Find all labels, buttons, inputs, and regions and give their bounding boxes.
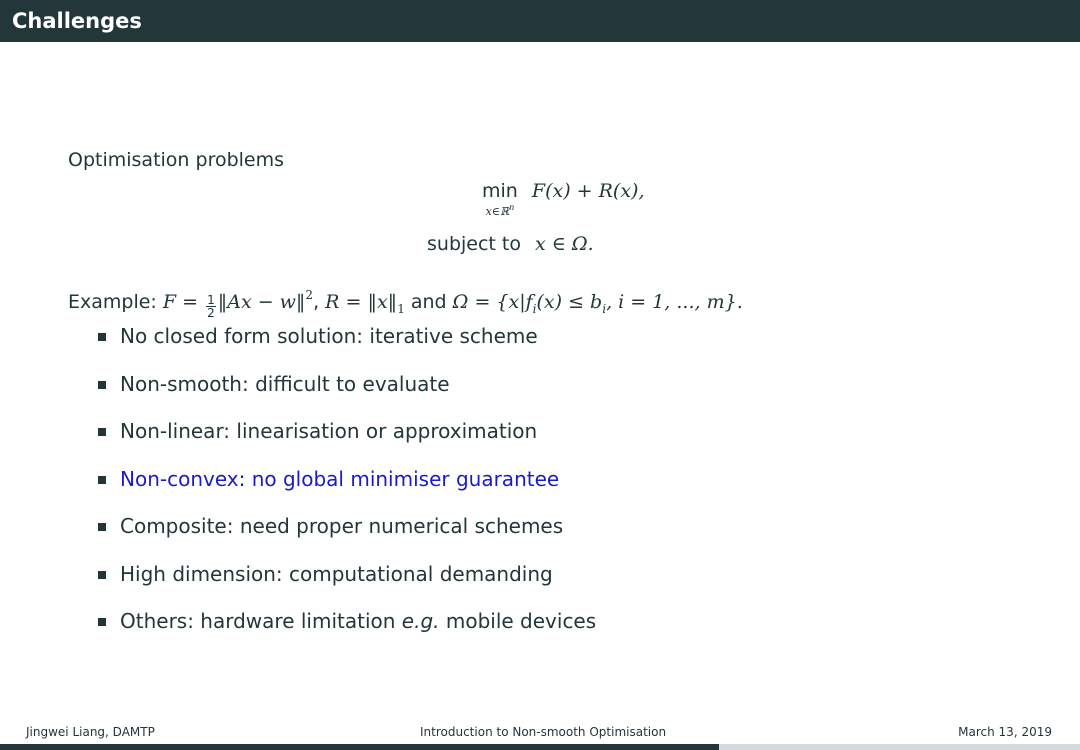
footer-talk-title: Introduction to Non-smooth Optimisation xyxy=(420,725,667,739)
square-bullet-icon xyxy=(98,523,106,531)
list-item xyxy=(98,607,596,655)
fraction-denominator: 2 xyxy=(207,306,215,320)
r-norm-subscript: 1 xyxy=(397,302,405,316)
example-line xyxy=(68,283,743,321)
min-operator: min xyxy=(482,180,518,202)
square-bullet-icon xyxy=(98,571,106,579)
f-norm: ‖Ax − w‖ xyxy=(217,291,306,313)
slide-progress-fill xyxy=(0,744,719,750)
list-item-highlighted xyxy=(98,465,596,513)
square-bullet-icon xyxy=(98,381,106,389)
list-item xyxy=(98,417,596,465)
list-item-text: No closed form solution: iterative scheme xyxy=(120,324,538,348)
eg-abbreviation: e.g. xyxy=(401,609,440,633)
objective-formula xyxy=(482,180,645,218)
min-subscript-power: n xyxy=(509,203,515,212)
list-item-text: Composite: need proper numerical schemes xyxy=(120,514,564,538)
f-norm-power: 2 xyxy=(305,288,314,302)
omega-subscript-i2: i xyxy=(602,302,607,316)
footer-date: March 13, 2019 xyxy=(958,725,1052,739)
slide-title: Challenges xyxy=(12,9,142,33)
list-item-text: Non-smooth: difficult to evaluate xyxy=(120,371,450,396)
list-item-text: Non-linear: linearisation or approximation xyxy=(120,419,538,443)
half-fraction xyxy=(206,294,216,319)
title-bar xyxy=(0,0,1080,42)
min-subscript: x∈ℝ xyxy=(485,205,510,218)
list-item-text: Non-convex: no global minimiser guarantee xyxy=(120,466,560,491)
fraction-numerator: 1 xyxy=(207,293,215,307)
challenge-list xyxy=(98,322,596,655)
list-item xyxy=(98,560,596,608)
omega-definition-b: (x) ≤ b xyxy=(536,291,603,313)
and-word: and xyxy=(410,291,447,313)
omega-subscript-i: i xyxy=(532,302,537,316)
example-label: Example: xyxy=(68,291,157,313)
square-bullet-icon xyxy=(98,428,106,436)
omega-definition-c: , i = 1, ..., m}. xyxy=(606,291,743,313)
list-item-text xyxy=(120,607,596,635)
list-item xyxy=(98,512,596,560)
list-item-text-part: Others: hardware limitation xyxy=(120,609,402,633)
slide-progress-bar xyxy=(0,744,1080,750)
constraint-expression: x ∈ Ω. xyxy=(535,233,594,255)
constraint-line xyxy=(427,232,594,256)
objective-expression: F(x) + R(x), xyxy=(531,180,645,202)
square-bullet-icon xyxy=(98,618,106,626)
list-item xyxy=(98,322,596,370)
omega-definition-a: Ω = {x|f xyxy=(452,291,533,313)
square-bullet-icon xyxy=(98,476,106,484)
constraint-prefix: subject to xyxy=(427,233,521,255)
separator-comma: , xyxy=(313,291,320,313)
intro-text: Optimisation problems xyxy=(68,149,285,171)
square-bullet-icon xyxy=(98,333,106,341)
r-definition: R = ‖x‖ xyxy=(325,291,398,313)
f-definition-lhs: F = xyxy=(162,291,205,313)
list-item xyxy=(98,370,596,418)
list-item-text: High dimension: computational demanding xyxy=(120,561,553,586)
footer-author: Jingwei Liang, DAMTP xyxy=(26,725,155,739)
list-item-text-part: mobile devices xyxy=(439,609,597,633)
